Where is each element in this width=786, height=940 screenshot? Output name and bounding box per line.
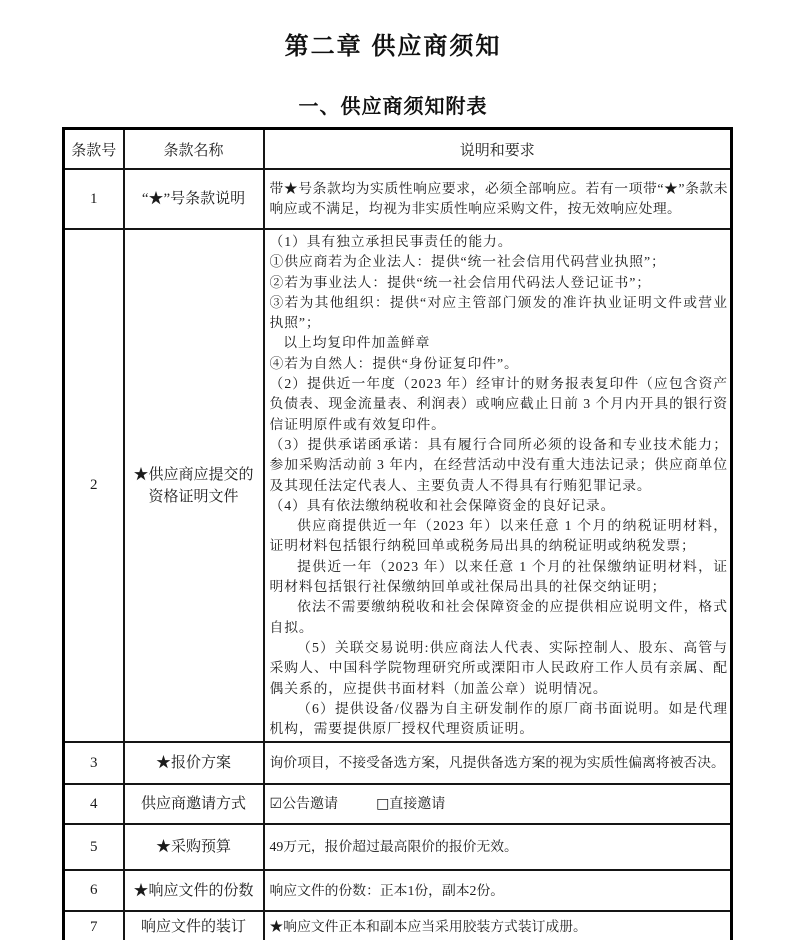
supplier-notice-table <box>62 127 733 940</box>
desc-paragraph: 供应商提供近一年（2023 年）以来任意 1 个月的纳税证明材料，证明材料包括银行纳税回单或税务局出具的纳税证明或纳税发票； <box>269 518 728 554</box>
desc-paragraph: （3）提供承诺函承诺：具有履行合同所必须的设备和专业技术能力；参加采购活动前 3 年内，在经营活动中没有重大违法记录；供应商单位及其现任法定代表人、主要负责人不得具有行贿犯罪记录。 <box>269 436 728 493</box>
clause-no: 1 <box>64 169 124 229</box>
table-row-star-clause-note <box>64 169 732 229</box>
desc-paragraph: 带★号条款均为实质性响应要求，必须全部响应。若有一项带“★”条款未响应或不满足，均视为非实质性响应采购文件，按无效响应处理。 <box>269 180 728 216</box>
clause-description <box>264 870 732 911</box>
col-header-description: 说明和要求 <box>264 129 732 170</box>
desc-paragraph: 询价项目，不接受备选方案，凡提供备选方案的视为实质性偏离将被否决。 <box>269 755 725 771</box>
checkbox-checked-icon: ☑ <box>269 795 283 812</box>
option-direct-invitation <box>376 797 445 812</box>
desc-paragraph: （5）关联交易说明:供应商法人代表、实际控制人、股东、高管与采购人、中国科学院物理研究所或溧阳市人民政府工作人员有亲属、配偶关系的，应提供书面材料（加盖公章）说明情况。 <box>269 639 728 696</box>
option-label: 公告邀请 <box>282 796 339 812</box>
option-label: 直接邀请 <box>389 796 446 812</box>
clause-description <box>264 911 732 940</box>
table-row-qualification-documents <box>64 229 732 742</box>
clause-name: “★”号条款说明 <box>124 169 264 229</box>
clause-no: 3 <box>64 742 124 784</box>
clause-name: ★报价方案 <box>124 742 264 784</box>
table-header-row <box>64 129 732 170</box>
table-row-invitation-method <box>64 784 732 824</box>
clause-no: 2 <box>64 229 124 742</box>
chapter-title: 第二章 供应商须知 <box>284 33 502 60</box>
section-title: 一、供应商须知附表 <box>298 96 488 118</box>
desc-paragraph: 以上均复印件加盖鲜章 <box>283 335 431 351</box>
clause-description <box>264 784 732 824</box>
clause-name: ★采购预算 <box>124 824 264 870</box>
clause-name: 供应商邀请方式 <box>124 784 264 824</box>
clause-name: ★供应商应提交的资格证明文件 <box>124 229 264 742</box>
desc-paragraph: （1）具有独立承担民事责任的能力。 <box>269 234 513 249</box>
desc-paragraph: ★响应文件正本和副本应当采用胶装方式装订成册。 <box>269 919 587 935</box>
desc-paragraph: ④若为自然人：提供“身份证复印件”。 <box>269 355 519 371</box>
clause-description <box>264 824 732 870</box>
clause-description <box>264 169 732 229</box>
clause-name: ★响应文件的份数 <box>124 870 264 911</box>
option-public-invitation <box>270 797 339 812</box>
desc-paragraph: 依法不需要缴纳税收和社会保障资金的应提供相应说明文件，格式自拟。 <box>269 599 728 635</box>
desc-paragraph: 响应文件的份数：正本1份，副本2份。 <box>269 882 505 898</box>
clause-description <box>264 742 732 784</box>
table-row-response-copies <box>64 870 732 911</box>
desc-paragraph: 49万元，报价超过最高限价的报价无效。 <box>269 839 518 855</box>
desc-paragraph: （4）具有依法缴纳税收和社会保障资金的良好记录。 <box>269 497 616 513</box>
clause-no: 7 <box>64 911 124 940</box>
clause-no: 6 <box>64 870 124 911</box>
table-row-quotation-scheme <box>64 742 732 784</box>
desc-paragraph: ③若为其他组织：提供“对应主管部门颁发的准许执业证明文件或营业执照”； <box>269 294 728 331</box>
clause-no: 4 <box>64 784 124 824</box>
desc-paragraph: （2）提供近一年度（2023 年）经审计的财务报表复印件（应包含资产负债表、现金流量表、利润表）或响应截止日前 3 个月内开具的银行资信证明原件或有效复印件。 <box>269 376 728 432</box>
desc-paragraph: 提供近一年（2023 年）以来任意 1 个月的社保缴纳证明材料，证明材料包括银行社保缴纳回单或社保局出具的社保交纳证明； <box>269 558 728 595</box>
col-header-clause-no: 条款号 <box>64 129 124 170</box>
desc-paragraph: （6）提供设备/仪器为自主研发制作的原厂商书面说明。如是代理机构，需要提供原厂授权代理资质证明。 <box>269 700 728 737</box>
table-row-procurement-budget <box>64 824 732 870</box>
col-header-clause-name: 条款名称 <box>124 129 264 170</box>
desc-paragraph: ②若为事业法人：提供“统一社会信用代码法人登记证书”； <box>269 274 651 290</box>
clause-no: 5 <box>64 824 124 870</box>
desc-paragraph: ①供应商若为企业法人：提供“统一社会信用代码营业执照”； <box>269 254 666 270</box>
clause-description <box>264 229 732 742</box>
clause-name: 响应文件的装订 <box>124 911 264 940</box>
table-row-response-binding <box>64 911 732 940</box>
checkbox-unchecked-icon: □ <box>376 795 390 812</box>
